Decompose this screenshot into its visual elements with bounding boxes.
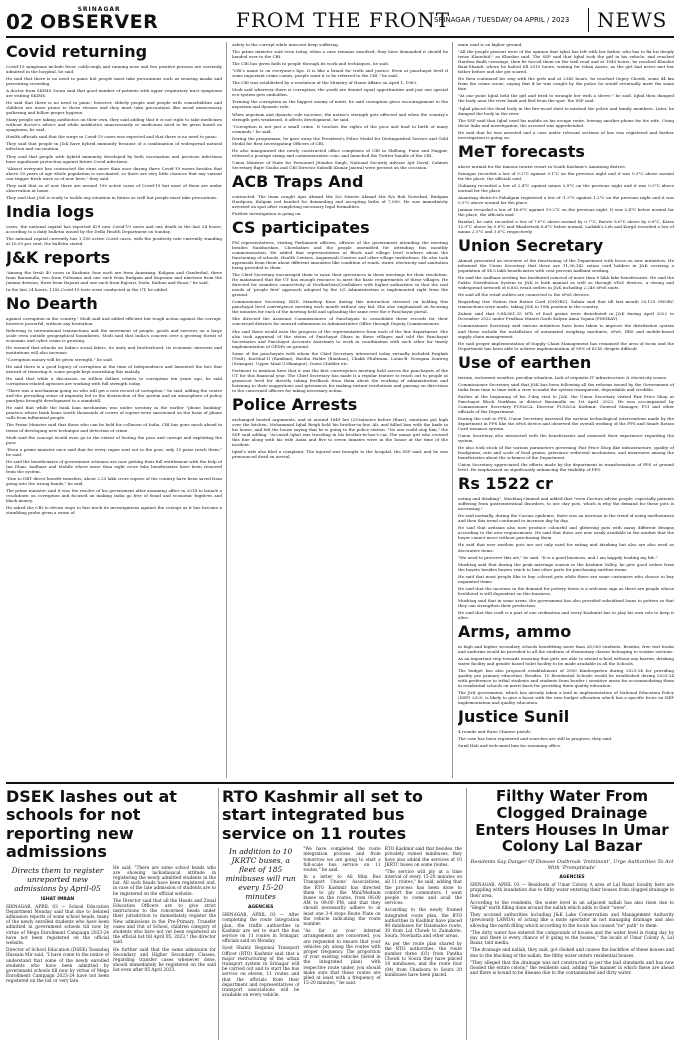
paragraph: Regarding One Nation One Ration Card (ONORC), Zubair said that till last month 20,125 ONORC transactions were made, taking J&K to 10th position in the country.: [458, 299, 674, 310]
paragraph: As per the route plan shared by the RTO authorities, the route number three (03) from Pantha Chowk to Soura they have placed 18 minibuses, and the route four (04) from Chadoora to Soura 20 minibuses have been placed.: [384, 941, 462, 978]
pull-quote: In addition to 10 JKRTC buses, a fleet of 185 minibuses will run every 15-20 minutes: [225, 847, 296, 902]
paragraph: The Director said that all the Heads and Zonal Education Officers are to give strict instructions to the concerned heads under their jurisdiction to immediately register the New admissions in the Pre-Primary, Transfer cases and Out of School, children category of students who have not yet been registered on the official list till April 05, 2023," the director said.: [113, 898, 216, 946]
paragraph: She directed the Assistant Commissioners of Panchayats to consolidate these records for their concerned districts for onward submission to Administrative Office through Deputy Commissioners.: [232, 316, 448, 327]
paragraph: Commissioner Secretary said that J&K has been following all the reforms issued by the Government of India from time to time with a view to make the system transparent, dependable and credible.: [458, 381, 674, 392]
paragraph: Mushtaq said that during the peak marriage season in the Kashmir Valley, he gets good orders from the buyers besides buyers reach to him other parts for purchasing earthen items.: [458, 561, 674, 572]
paragraph: He warned that attacks on India's social fabric, its unity and brotherhood, its economic interests and institutions will also increase.: [6, 344, 222, 355]
paragraph: He said that the increase in the demand for pottery items is a welcome sign as there are people whose livelihood is still dependent on this business.: [458, 585, 674, 596]
paragraph: The Chief Secretary encouraged them to raise their grievances in these meetings for their resolution. He maintained that the UT has enough resource to meet the basic requirements of these villages. He directed for seamless connectivity of Northerlists/Cowllakers with higher authorities so that the real needs of 'people first' approach adopted by the LG Administration is implemented right from the ground.: [232, 272, 448, 298]
headline-jk: J&K reports: [6, 247, 111, 267]
paragraph: He said that while the bank loan mechanism was under scrutiny in the earlier "phone banking" practice where bank loans worth thousands of crores of rupees were sanctioned on the basis of phone calls from influential people.: [6, 405, 222, 421]
paragraph: Union Minister of State for Personnel Jitendra Singh, National Security Advisor Ajit Doval, Cabinet Secretary Rajiv Gauba and CBI Director Subodh Kumar Jaiswal were present on the occasion.: [232, 159, 448, 170]
paragraph: eating and drinking", Mushtaq claimed and added that "even Doctors advise people, especially patients suffering from gastrointestinal disorders, to use clay pots, which is why the demand for these pots is increasing.": [458, 496, 674, 512]
paragraph: 4 rounds and three Chinese pistols.: [458, 729, 532, 735]
paragraph: "Even a prime minister once said that for every rupee sent out to the poor, only 15 paise reach them," he said.: [6, 446, 222, 457]
headline-rs: Rs 1522 cr: [458, 474, 553, 494]
section-title: FROM THE FRONT: [236, 8, 451, 32]
paragraph: Earlier at the beginning of his 3-day visit to J&K, the Union Secretary visited Fair Price Shop at Panchayat Block Nurkhan in district Baramulla on 1st April, 2023. He was accompanied by Commissioner Secretary FCS&CA, Director FCS&CA Kashmir, General Manager, FCI and other officials of the Department.: [458, 393, 674, 414]
paragraph: "The service will ply at a time interval of every 15-20 minutes on all 11 routes," he said, adding that the process has been done to comfort the commuters. I want people to come and avail the services.: [384, 869, 462, 907]
paragraph: "Corruption is not just a small crime. It touches the rights of the poor and lead to birth of many criminals," he said.: [232, 123, 448, 134]
paragraph: "Corruption money will be given strength," he said.: [6, 356, 113, 362]
paragraph: Health officials said that the surge in Covid-19 cases was expected and that there is no need to panic.: [6, 134, 218, 140]
logo-small-text: SRINAGAR: [77, 6, 121, 13]
story-deck: Residents Say Danger Of Disease Outbreak ‘Imminent’, Urge Authorities To Act With ‘Promptitude’: [470, 859, 674, 872]
paragraph: Pertinent to mention here that it was the first convergence meeting held across the panchayats of the UT for this financial year. The Chief Secretary has made it a regular feature to reach out to people at grassroot level for directly taking feedback from them about the working of administration and listening to their suggestions and grievances for making instant resolutions and passing on directions to the concerned officers for taking necessary action.: [232, 367, 448, 394]
paragraph: The CBI was established by a resolution of the Ministry of Home Affairs on April 1, 1963.: [232, 80, 418, 86]
story-body: [458, 729, 674, 748]
headline-police: Police Arrests: [232, 395, 358, 415]
story-body: [470, 883, 674, 976]
paragraph: He said that there is no need to panic but people must take precautions such as wearing masks and preventing crowding.: [6, 75, 222, 86]
story-rto: [222, 788, 462, 1040]
paragraph: Modi said wherever there is corruption, the youth are denied equal opportunities and just one special eco-system gets embolden.: [232, 87, 448, 98]
paragraph: Covid-19 symptoms include fever, cold/cough and running nose and few positive persons are currently admitted in the hospital, he said.: [6, 63, 222, 74]
paragraph: He further said that the same admission for Secondary and Higher Secondary Classes, regarding transfer cases whenever done, should immediately be registered on the said list even after 05 April 2023.: [113, 947, 216, 974]
story-union: [458, 238, 674, 351]
paragraph: SRINAGAR, APRIL 03 — After completing the route integration plan, the traffic authorities in Kashmir are set to start the bus service on 11 routes in Srinagar, officials said on Monday.: [222, 913, 300, 945]
story-cs: [232, 217, 448, 394]
paragraph: "As far as your internal arrangements are concerned, you are requested to ensure that your vehicles ply along the routes with proper frequency. The proportion of your existing vehicles (listed in the integrated plan) with respective route under, you should make sure that these routes are plied at least with a frequency of 15-20 minutes," he said.: [303, 929, 381, 987]
column-2: [232, 42, 448, 778]
paragraph: He then continued his way with the girls and at 2340 hours, he reached Oopey Chowk, some 44 km from the crime scene, saying that if he was caught by the police he would eventually meet the same fate.: [458, 76, 674, 92]
paragraph: Modi said the concept would even go to the extent of looting the poor and corrupt and exploiting the poor.: [6, 434, 222, 445]
paragraph: contracted. The team caught Ajaz Ahmad Mir S/o Nazeer Ahmad Mir R/o Boh Nowshad, Budgam Hardpora, Kulgam red handed for demanding and accepting bribe of 7,000. He was immediately arrested on spot after completing necessary legal formalities.: [232, 193, 448, 209]
paragraph: He said that artisans also now produce colourful and glittering pots with many different designs according to the new requirements. He said that these are now easily available in the market that the buyer cannot move without purchasing them.: [458, 525, 674, 541]
paragraph: The prime minister said it was the resolve of his government after assuming office in 2014 to launch a crackdown on corruption and focused on making India go free of fraud and economic fugitives and black money.: [6, 488, 222, 504]
paragraph: During the visit to FPS, Union Secretary assessed the various technological interventions made by the department in FPS like the ePoS device and observed the overall working of the FPS and Smart Ration Card issuance system.: [458, 415, 674, 431]
headline-arms: Arms, ammo: [458, 622, 572, 642]
paragraph: They said that as of now there are around 190 active cases of Covid-19 but most of them are under observation at home.: [6, 182, 222, 193]
story-continuation: [458, 42, 674, 140]
story-arms: [458, 624, 674, 705]
paragraph: A doctor from SKIMS Soura said that good number of patients with upper respiratory tract symptoms are visiting SKIMS.: [6, 87, 222, 99]
headline-cs: CS participates: [232, 217, 370, 237]
paragraph: exchanged heated arguments, and at around 1849 hrs (23-minutes before Iftaar), emotions got high over the kitchen, Mohammad Iqbal Beigh held his brother-in-law, Ali, and killed him with the knife in his house, and left the house saying that he is going to the police station. "No one could stop him," the SSP said adding, "Accused Iqbal was traveling in his brother-in-law's car. The minor girl who crossed this line along with his wife Aziza and five to seven inmates were in the house at the time of the incident.: [232, 416, 448, 448]
column-3: [458, 42, 674, 778]
paragraph: She said these would ease the progress of the representatives from each of the line department. She also took appraisal of the status of Panchayat Ghars in these villages and told the Panchayat Secretaries and Panchayat Accounts Assistants to work in coordination with each other for timely implementation of GPDPs on ground.: [232, 328, 448, 349]
paragraph: The CBI has given faith to people through its work and techniques, he said.: [232, 61, 390, 67]
paragraph: Anantnag district's Pahalgam registered a low of -1.3°C against 1.2°C on the previous night and it was 0.5°C above normal for the place.: [458, 194, 674, 205]
headline-nodearth: No Dearth: [6, 293, 98, 313]
story-body: [113, 866, 216, 974]
headline-dsek: DSEK lashes out at schools for not reporting new admissions: [6, 788, 177, 862]
paragraph: Gulmarg recorded a low of 2.4°C against minus 3.8°C on the previous night and it was 0.5°C above normal for the place.: [458, 182, 674, 193]
byline: ISHAT IMRAN: [40, 896, 75, 902]
paragraph: He also took stock of the various parameters governing Fair Price Shop like infrastructure, quality of foodgrains, rate and scale of food grains, grievance redressal mechanism, and awareness among the beneficiaries about the schemes of the Department.: [458, 445, 674, 461]
story-body: [232, 240, 448, 393]
story-jk: [6, 247, 222, 292]
paragraph: SRINAGAR, APRIL 03 — Residents of Umar Colony A area of Lal Bazar locality here are grappling with inundation due to filthy water entering their houses from clogged drainage in their area.: [470, 883, 674, 899]
paragraph: He asked the CBI to devise ways to fast track its investigations against the corrupt as it has become a stumbling probe given a sense of: [6, 505, 222, 516]
logo-main-text: OBSERVER: [40, 11, 159, 33]
paragraph: They said that people in J&K have hybrid immunity because of a combination of widespread natural infection and vaccination.: [6, 141, 222, 152]
paragraph: Jammu recorded a low of 16.6°C against 19.2°C on the previous night. It was 0.4°C below normal for the place, the officials said.: [458, 206, 674, 217]
paragraph: The case has been registered and searches are still in progress, they said.: [458, 736, 613, 742]
story-body: [6, 224, 222, 246]
headline-rto: RTO Kashmir all set to start integrated bus service on 11 routes: [222, 788, 423, 843]
paragraph: "We have completed the route integration process and from tomorrow we are going to start a full-scale bus service on 11 routes," he said.: [303, 847, 381, 873]
story-body: [6, 270, 222, 292]
paragraph: Union Secretary also interacted with the beneficiaries and assessed their experience regarding the system.: [458, 432, 674, 444]
paragraph: Terming the corruption as the biggest enemy of merit, he said corruption gives encouragement to the nepotism and dynastic rule.: [232, 99, 448, 110]
story-body: [458, 258, 674, 351]
story-body: [458, 375, 674, 473]
paragraph: Syed Shabir, Regional Transport Officer (RTO) Kashmir said that a major restructuring of the urban transport system in Srinagar will be carried out and to start the bus service on eleven, 11 routes and that the officials from their department and representatives of transport associations will be available on every vehicle.: [222, 946, 300, 999]
story-body: [458, 496, 674, 620]
paragraph: in high and higher secondary schools benefitting more than 26,000 students. Besides, free text books and uniforms would be provided to all the students of elementary classes belonging to weaker sections.: [458, 643, 674, 654]
paragraph: He said proper implementation of Supply Chain Management has remained the area of focus and the Department has been able to achieve implementation of 90% of SCM, despite difficult: [458, 340, 674, 351]
story-body: [458, 644, 674, 706]
paragraph: The budget has also proposed establishment of 2000 Kindergarten during 2023-24 for providing quality pre primary education. Besides, 10 Residential Schools would be established during 2023-24 with preference to tribal students and students from border / sensitive areas for accommodating them in residential schools on merit basis for providing them quality education.: [458, 668, 674, 689]
paragraph: Sunil Hali and welcomed him for assuming office.: [458, 743, 562, 749]
story-body: [458, 164, 674, 235]
paragraph: "We need to preserve this art," he said. "It is a good business, and I am happily leading my life.": [458, 554, 658, 560]
paragraph: He said that he was arrested and a case under relevant sections of law was registered and further investigation is going on.: [458, 129, 674, 140]
paragraph: PM representatives, visiting Parliament officers, officers of the government attending the meeting besides Nambardars, Chowkidars and the people assembled for attending this monthly commemoration. He added that representatives at Block and village level workers about the functioning of schools, Health Centres, Anganwadi Centres and other village institutions. He also took appraisals from them about different amenities like condition of roads, water, electricity and sanitation being provided to them.: [232, 239, 448, 270]
column-divider: [452, 42, 453, 778]
story-police: [232, 397, 448, 459]
story-body: [222, 913, 299, 998]
paragraph: Banihal, he said, recorded a low of 7.8°C above normal by 0.7°C, Batote 8.6°C above by 0.8°C, Katra 12.9°C above by 0.8°C and Bhaderwah 6.6°C below normal, Ladakh's Leh and Kargil recorded a low of minus 2.5°C and 3.6°C respectively.: [458, 219, 674, 235]
headline-met: MeT forecasts: [458, 141, 585, 161]
story-earthen: [458, 352, 674, 473]
paragraph: main road is on higher ground.: [458, 42, 523, 47]
paragraph: In a letter to All Mini Bus Transport Unions' Associations, the RTO Kashmir has directed them to ply the Mini/Medium buses on the routes, from 06:00 AM to 09:00 PM, and that they should necessarily adhere to at least one 3-4 stops Route Plate on the vehicle indicating the route number.: [303, 875, 381, 928]
paragraph: "All the people present were of the opinion that Iqbal has left with her father, who has to fix his deeply tense Khurshid," as Khushie said. The SSP said that Iqbal took the girl in his vehicle, and reached Hardwa Budh crossings, then he forced them on the trail road and at 1945 hours, he reached Khushie Bani-Shandi, where he halted till 2010 hours, waiting for Ishan Anees, as the girl had never met her father before and she got scared.: [458, 49, 674, 75]
paragraph: "CBI's name is on everyone's lips. It is like a brand for truth and justice. Even at panchayat level if some important crime comes, people want it to be referred to the CBI," he said.: [232, 68, 448, 79]
paragraph: Srinagar recorded a low of 5.2°C against 5.1°C on the previous night and it was 0.3°C above normal for the place, the officials said.: [458, 170, 674, 181]
news-label: NEWS: [588, 8, 667, 32]
paragraph: He said, "There are some school heads who are showing lackadaisical attitude in registering the newly admitted students in the list. All such heads have been registered and, in case of the late admission of students are to be registered on the official website.: [113, 865, 216, 897]
paragraph: He also inaugurated the newly constructed office complexes of CBI in Shillong, Pune and Nagpur, released a postage stamp and commemorative coin, and launched the Twitter handle of the CBI.: [232, 147, 448, 158]
paragraph: "The drainage and nallah, they said, got choked and causes the backflow of these houses and due to the blocking of the nallah, the filthy water enters residential houses.: [470, 948, 674, 959]
paragraph: Some of the panchayats with whom the Chief Secretary interacted today virtually included Panjkah (Trali), Kuchhal-II (Ramban), Bastha Haldri (Ramban), Chakh Phulwaan, Lotan-B, Nowgam Sontreg (Srinagar), Upper Maal (Udhampur), Dawa Chidder etc.: [232, 350, 448, 366]
paragraph: Ahmad presented an overview of the functioning of the Department with focus on new initiatives. He informed the Union Secretary that there are 11,06,142 ration card holders in J&K covering a population of 94.5 lakh beneficiaries with cent percent Aadhaar seeding.: [458, 257, 674, 274]
column-divider: [226, 42, 227, 778]
paragraph: above normal for the famous tourist resort in South Kashmir's Anantnag district.: [458, 163, 627, 169]
paragraph: He said the Aadhaar seeding has facilitated removal of more than 8 lakh fake beneficiaries. He said the Public Distribution System in J&K is both manual as well as through ePoS devices, a strong and widespread network of 6,802 retail outlets in J&K including 2,240 ePoS units.: [458, 275, 674, 291]
section-divider: [6, 782, 674, 784]
paragraph: "Almost everyone has contracted the virus more than once during three Covid-19 waves besides that above 18 years of age whole population is vaccinated, so there are very little chances that any variant can trigger fresh wave as of now here," they said.: [6, 165, 222, 181]
headline-filthy: Filthy Water From Clogged Drainage Enters Houses In Umar Colony Lal Bazar: [475, 788, 669, 856]
paragraph: "Due to DBT direct benefit transfers, about 2.25 lakh crore rupees of the country have been saved from going into the wrong hands," he said.: [6, 475, 222, 486]
story-body: [232, 42, 448, 170]
headline-earthen: Use of earthen: [458, 352, 592, 372]
paragraph: "The dirty water has entered the compounds of houses and the water level is rising day by day and there is every chance of it going to the houses," the locals of Umar Colony A, Lal Bazar, told media.: [470, 930, 674, 947]
column-divider: [466, 788, 467, 1040]
byline: AGENCIES: [248, 905, 274, 911]
paragraph: cases, the national capital has reported 429 new Covid-19 cases and one death in the last 24 hours, according to a daily bulletin issued by the Delhi Health Department on Sunday.: [6, 223, 222, 234]
story-met: [458, 141, 674, 235]
story-justice: [458, 709, 674, 748]
story-body: [6, 316, 222, 516]
story-body: [303, 847, 380, 986]
newspaper-logo: [40, 7, 158, 32]
paragraph: In the last 24 hours, 1185 Covid-19 tests were conducted in the UT, he added.: [6, 286, 169, 292]
story-continuation: [232, 42, 448, 170]
story-body: [6, 64, 222, 200]
paragraph: According to the newly framed integrated route plan, the RTO authorities in Kashmir have placed 40 minibuses for Batamaloo route, 30 from Lal Chowk to Zainakote, Soura, Nowhatta and other areas.: [384, 908, 462, 940]
paragraph: They accused authorities including J&K Lake Conservation and Management Authority (previously LAWDA) of acting like a mute spectator in not managing drainage and also allowing the earth filling which according to the locals has caused "no" path" to them.: [470, 913, 674, 929]
paragraph: against corruption in the country," Modi said and added efficient but tough action against the corrupt, however powerful, without any hesitation.: [6, 315, 222, 326]
story-dsek: [6, 788, 216, 1040]
paragraph: Zubair said that 9,84,861.35 MTs of food grains were distributed in J&K during April 2022 to December 2022 under Pradhan Mantri Garib Kalyan Anna Yojana (PMGKAY).: [458, 311, 674, 322]
paragraph: The Prime Minister said that those who can be held for collusion of India, CBI has gone much ahead in terms of developing new technique and detection of crime.: [6, 422, 222, 433]
paragraph: SRINAGAR, APRIL 03 — School Education Department Monday said that due to belated admission reports of some school heads, many of the newly enrolled students who have been admitted in government schools till now by virtue of Mega Enrollment Campaign 2023-24 have not been registered on the official website.: [6, 904, 109, 946]
story-body: [232, 194, 448, 216]
paragraph: RTO Kashmir said that besides, the privately owned minibuses, they have also added the services of 10 JKRTC buses on some routes.: [384, 847, 462, 868]
column-1: [6, 42, 222, 778]
paragraph: He said that while a discussion on trillion dollars relates to corruption ten years ago, he said corruption-related agencies are working with full strength today.: [6, 376, 222, 387]
column-divider: [218, 788, 219, 1040]
story-rs: [458, 476, 674, 620]
paragraph: Further investigation is going on.: [232, 210, 302, 216]
story-covid: [6, 44, 222, 200]
story-acb: [232, 171, 448, 216]
paragraph: According to the residents, the water level in an adjacent nallah has also risen due to "illegal" earth filling done around the nallah which adds to their "woes".: [470, 900, 674, 911]
paragraph: He said that there is no need to panic; however, elderly people and people with comorbidities and children are more prone to these viruses and they must take precautions like avoid unnecessary gathering and follow proper hygiene.: [6, 100, 222, 116]
story-body: [232, 417, 448, 459]
paragraph: safety to the corrupt while innocent keep suffering.: [232, 42, 339, 47]
dateline: SRINAGAR / TUESDAY/ 04 APRIL / 2023: [434, 16, 570, 24]
paragraph: During the programme, he gave away the President's Police Medal for Distinguished Service and Gold Medal for Best Investigating Officers of CBI.: [232, 135, 448, 146]
paragraph: Commissioner Secretary, RDD, Mandeep Kaur during this interaction stressed on holding this panchayat level convergence meeting each month without any fail. She also emphasised on focusing the minutes for each of the meeting held and uploading the same over the e-Panchayat portal.: [232, 299, 448, 315]
paragraph: The prime minister said even today, when a case remains unsolved, they have demanded it should be handed over to the CBI.: [232, 49, 448, 60]
story-nodearth: [6, 293, 222, 516]
byline: AGENCIES: [559, 875, 585, 881]
paragraph: Many people are taking antibiotics on their own, they said adding that it is not right to take medicines without doctor's advice and while antibiotics unnecessarily or medicines need to be given based on symptoms, he said.: [6, 117, 222, 133]
paragraph: Referring to international transactions and the movement of people, goods and services on a large scale even outside geographical boundaries, Modi said that India's concern over a growing threat of economic and cyber crime is growing.: [6, 327, 222, 343]
paragraph: He said there is a good legacy of corruption at the time of Independence and lamented the fact that instead of removing it, some people kept nourishing this malady.: [6, 364, 222, 375]
paragraph: Union Secretary appreciated the efforts made by the department in transformation of FPS at ground level. He emphasized on significantly enhancing the visibility of FPS.: [458, 462, 674, 473]
paragraph: He said that most people like to buy colored pots while there are some customers who choose to buy unpainted items.: [458, 573, 674, 584]
masthead: [6, 4, 674, 38]
paragraph: As an important step towards ensuring that girls are able to attend school without any barrier, drinking water facility and gender based toilet facility to be made available in all the Schools.: [458, 655, 674, 667]
paragraph: He said that new earthen pots are not only used for eating and drinking but also are also used as decorative items.: [458, 542, 674, 553]
paragraph: He said the beneficiaries of government schemes are now getting their full entitlement with the help of Jan Dhan, Aadhaar and Mobile where more than eight crore fake beneficiaries have been removed from the system.: [6, 458, 222, 474]
paragraph: Mushtaq said that in some areas, the government has also provided subsidised loans to potters so that they can strengthen their production.: [458, 597, 674, 608]
headline-acb: ACB Traps And: [232, 171, 364, 191]
pull-quote: Directs them to register unreported new admissions by April-05: [11, 865, 104, 893]
paragraph: "There was a mechanism going on who will get a new record of corruption," he said, adding the centre and the prevailing sense of impunity led to the destruction of the system and an atmosphere of policy paralysis brought development to a standstill.: [6, 388, 222, 404]
paragraph: The SSP said that Iqbal used his mobile as his escape route, leaving another phone for his wife. Using these links and investigation, the accused was apprehended.: [458, 117, 674, 128]
headline-justice: Justice Sunil: [458, 707, 570, 727]
paragraph: He said normally, during the Corona epidemic, there was an increase in the trend of using earthenware and then this trend continued to increase day by day.: [458, 513, 674, 524]
paragraph: Commissioner Secretary said various initiatives have been taken to improve the distribution system and these include the installation of automated weighing machines, ePoS, IRIS and mobile-based supply chain management.: [458, 323, 674, 339]
paragraph: Director of School Education (DSEK) Tassaduq Hussain Mir said, "I have come to the notice of understand that some of the newly enrolled students who have been admitted by government schools till now by virtue of Mega Enrollment Campaign 2023-24 have not been registered on the list or very late.: [6, 948, 109, 985]
paragraph: "At one point Iqbal held the girl and tried to strangle her with a sleeve," he said. Iqbal then dumped the body near the river bank and fled from the spot, the SSP said.: [458, 93, 674, 104]
paragraph: The J&K government, which has already taken a lead in implementation of National Education Policy (NEP) 2020, is likely to give a boost with the new budget allocation which has a specific focus on NEP implementation and quality education.: [458, 690, 674, 706]
paragraph: "They alleged that the drainage was not constructed as per the laid standards and has now flooded the entire colony," the residents said, adding "the manner in which these are ahead and there is bound to be disease due to the contaminated and dirty water.: [470, 960, 674, 977]
paragraph: The national capital currently has 1,180 active Covid cases, with the positivity rate currently standing at 16.09 per cent, the bulletin stated.: [6, 235, 222, 246]
paragraph: They said that people with hybrid immunity developed by both vaccination and previous infections have significant protection against future Covid infections.: [6, 153, 222, 164]
headline-union: Union Secretary: [458, 236, 604, 256]
story-body: [6, 905, 109, 985]
story-body: [458, 42, 674, 140]
paragraph: When nepotism and dynastic rule increase, the nation's strength gets affected and when the country's strength gets weakened, it affects development, he said.: [232, 111, 448, 122]
paragraph: He said that this craft is a part of our civilization and every Kashmiri has to play his own role to keep it alive.: [458, 609, 674, 621]
paragraph: Iqbal's wife also filed a complaint. The injured was brought to the hospital, the SSP said, and he was pronounced dead on arrival.: [232, 449, 448, 460]
paragraph: "Iqbal placed the dead body in the fire-wood shed to mislead the police and family members. Later, he dumped the body in the river.: [458, 105, 674, 116]
story-filthy: [470, 788, 674, 1040]
paragraph: They said that J&K is ready to tackle any situation in future as well but people must take precautions.: [6, 194, 218, 200]
paragraph: terrain, inclement weather, peculiar situation, lack of requisite IT infrastructure & electricity issues.: [458, 374, 668, 380]
story-india: [6, 201, 222, 246]
paragraph: "Among the fresh 40 cases in Kashmir, four each are from Anantnag, Kulgam and Ganderbal, three from Baramulla, two from Pulwama and one each from Budgam and Kupwara and nineteen from the Jammu division, three from Rajouri and one each from Rajouri, Doda, Kathua and Reasi," he said.: [6, 269, 222, 285]
headline-covid: Covid returning: [6, 42, 148, 61]
story-body: [385, 847, 462, 978]
headline-india: India logs: [6, 201, 95, 221]
paragraph: He said all the retail outlets are connected to the ePoS devices.: [458, 292, 590, 298]
page-number: 02: [6, 10, 34, 34]
